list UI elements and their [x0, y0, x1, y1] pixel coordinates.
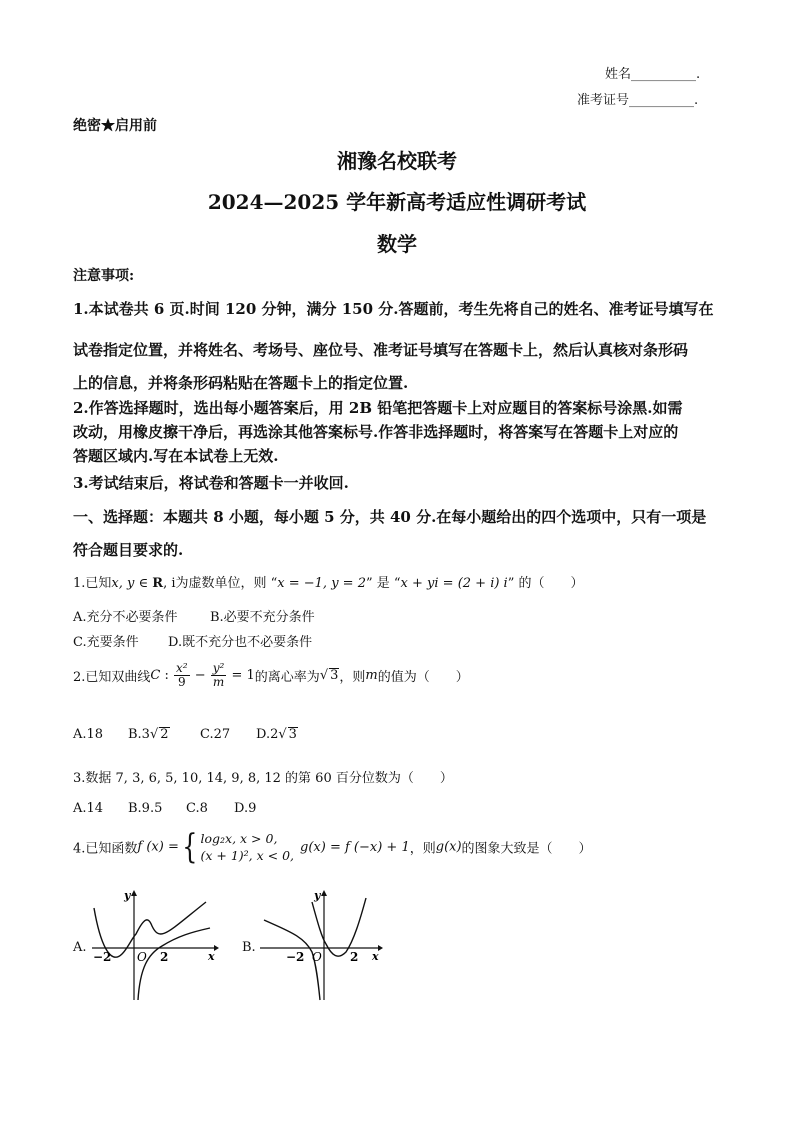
- question-3-stem: 3.数据 7, 3, 6, 5, 10, 14, 9, 8, 12 的第 60 百分位数为（ ）: [73, 771, 453, 786]
- graph-a-label: A.: [73, 940, 87, 955]
- curve-right: [138, 928, 210, 1000]
- name-field-label: 姓名__________.: [605, 67, 701, 82]
- question-4-stem: 4.已知函数f (x) ={ log₂x, x > 0, (x + 1)², x < 0, g(x) = f (−x) + 1，则g(x)的图象大致是（ ）: [73, 827, 592, 867]
- section-heading: 符合题目要求的.: [73, 541, 184, 559]
- tick-pos: 2: [160, 950, 169, 964]
- y-axis-arrow: [131, 890, 137, 896]
- tick-pos: 2: [350, 950, 359, 964]
- notice-line: 3.考试结束后，将试卷和答题卡一并收回.: [73, 474, 349, 492]
- option-d: D.既不充分也不必要条件: [168, 635, 313, 650]
- exam-number-field-label: 准考证号__________.: [577, 93, 699, 108]
- option-c: C.8: [186, 801, 208, 816]
- tick-neg: −2: [286, 950, 305, 964]
- option-b: B.必要不充分条件: [210, 610, 315, 625]
- org-title: 湘豫名校联考: [337, 149, 457, 173]
- option-b: B.9.5: [128, 801, 163, 816]
- graph-a: [88, 888, 220, 1006]
- tick-neg: −2: [93, 950, 112, 964]
- y-label: y: [314, 889, 321, 902]
- section-heading: 一、选择题：本题共 8 小题，每小题 5 分，共 40 分.在每小题给出的四个选项中，只有一项是: [73, 508, 707, 526]
- question-2-stem: 2.已知双曲线C : $\frac{\text{x²}}{9}$ − $\frac{\text{y²}}{m}$ = 1的离心率为√ 3，则m的值为（ ）: [73, 661, 469, 689]
- secret-mark: 绝密★启用前: [73, 118, 157, 134]
- notice-line: 1.本试卷共 6 页.时间 120 分钟，满分 150 分.答题前，考生先将自己的姓名、准考证号填写在: [73, 300, 714, 318]
- notice-heading: 注意事项:: [73, 268, 135, 284]
- option-d: D.9: [234, 801, 257, 816]
- fraction-y2-over-m: $\frac{\text{y²}}{m}$: [212, 661, 225, 689]
- sqrt-sign: √: [278, 727, 287, 742]
- option-c: C.27: [200, 727, 231, 742]
- question-1-stem: 1.已知x, y ∈ R, i为虚数单位，则 “x = −1, y = 2” 是 “x + yi = (2 + i) i” 的（ ）: [73, 576, 584, 591]
- subject-title: 数学: [377, 232, 417, 256]
- sqrt-sign: √: [149, 727, 159, 742]
- graph-b: [256, 888, 386, 1006]
- sqrt-sign: √: [319, 668, 329, 683]
- curve-left: [94, 902, 206, 957]
- y-axis-arrow: [321, 890, 327, 896]
- exam-title: 2024—2025 学年新高考适应性调研考试: [207, 190, 587, 214]
- option-c: C.充要条件: [73, 635, 139, 650]
- piecewise-cases: log₂x, x > 0, (x + 1)², x < 0,: [200, 831, 295, 863]
- graph-b-label: B.: [242, 940, 256, 955]
- left-brace: {: [182, 827, 198, 867]
- option-b: B.3√ 2: [128, 727, 169, 742]
- fraction-x2-over-9: $\frac{\text{x²}}{9}$: [176, 661, 188, 689]
- origin-label: O: [137, 950, 147, 964]
- notice-line: 试卷指定位置，并将姓名、考场号、座位号、准考证号填写在答题卡上，然后认真核对条形码: [73, 341, 689, 359]
- y-label: y: [124, 889, 131, 902]
- notice-line: 2.作答选择题时，选出每小题答案后，用 2B 铅笔把答题卡上对应题目的答案标号涂黑.如需: [73, 399, 683, 417]
- x-label: x: [208, 950, 215, 963]
- option-a: A.充分不必要条件: [73, 610, 178, 625]
- notice-line: 改动，用橡皮擦干净后，再选涂其他答案标号.作答非选择题时，将答案写在答题卡上对应的: [73, 423, 679, 441]
- option-a: A.14: [73, 801, 104, 816]
- option-a: A.18: [73, 727, 104, 742]
- x-axis-arrow: [214, 945, 219, 951]
- notice-line: 上的信息，并将条形码粘贴在答题卡上的指定位置.: [73, 374, 409, 392]
- x-label: x: [372, 950, 379, 963]
- x-axis-arrow: [378, 945, 383, 951]
- notice-line: 答题区域内.写在本试卷上无效.: [73, 447, 279, 465]
- origin-label: O: [312, 950, 322, 964]
- option-d: D.2√ 3: [256, 727, 297, 742]
